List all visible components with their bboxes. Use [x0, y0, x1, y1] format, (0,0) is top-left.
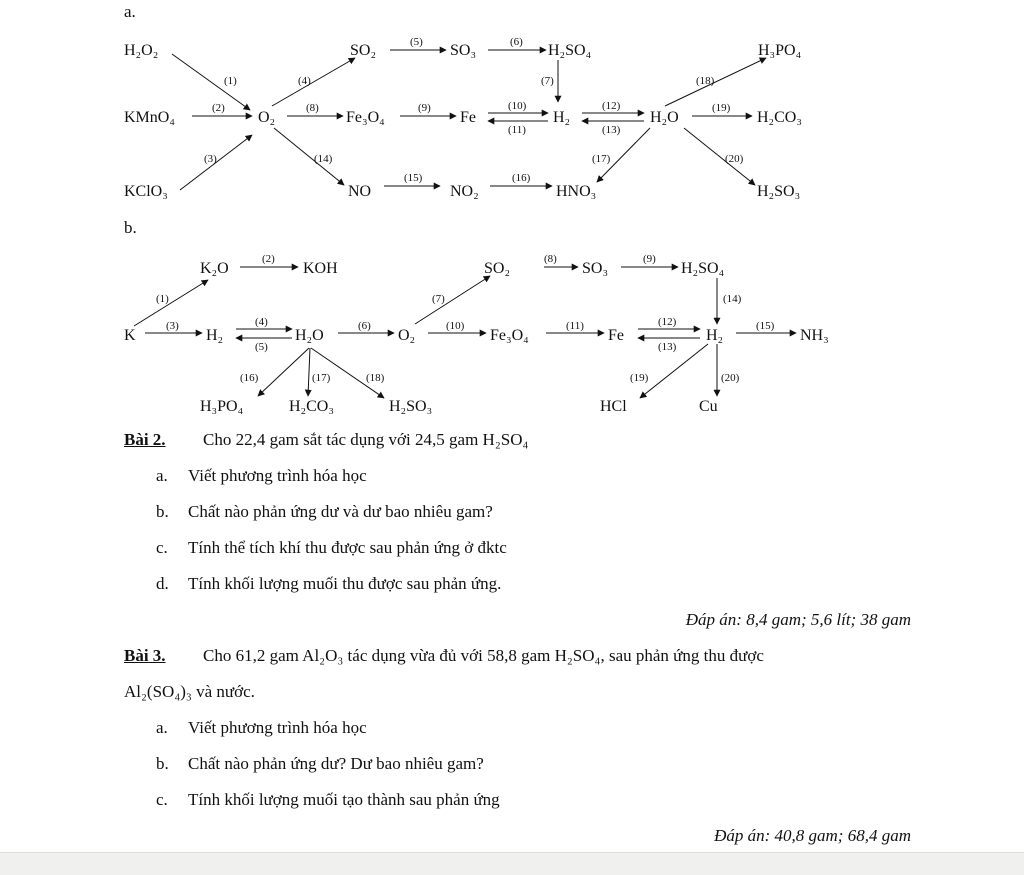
a-kclo3: KClO₃	[124, 183, 168, 200]
b-koh: KOH	[303, 260, 338, 277]
bai3-title: Bài 3.	[124, 646, 166, 665]
bai3-item	[156, 754, 484, 774]
b-fe3o4: Fe₃O₄	[490, 327, 529, 344]
b-h2co3: H₂CO₃	[289, 398, 334, 415]
b-cu: Cu	[699, 398, 718, 415]
b-step-4: (4)	[255, 316, 268, 328]
a-step-5: (5)	[410, 36, 423, 48]
bai2-answer: Đáp án: 8,4 gam; 5,6 lít; 38 gam	[685, 610, 911, 629]
section-a-label: a.	[124, 2, 136, 21]
a-step-2: (2)	[212, 102, 225, 114]
bai3-heading	[124, 646, 166, 666]
b-nh3: NH₃	[800, 327, 829, 344]
b-so3: SO₃	[582, 260, 609, 277]
b-step-16: (16)	[240, 372, 259, 384]
bai2-item-marker: d.	[156, 574, 169, 593]
a-step-8: (8)	[306, 102, 319, 114]
a-step-11: (11)	[508, 124, 526, 136]
a-step-15: (15)	[404, 172, 423, 184]
a-step-4: (4)	[298, 75, 311, 87]
bai2-item-text: Tính thể tích khí thu được sau phản ứng ở đktc	[188, 538, 507, 557]
b-step-10: (10)	[446, 320, 465, 332]
b-step-17: (17)	[312, 372, 331, 384]
bai2-heading	[124, 430, 166, 450]
a-no2: NO₂	[450, 183, 479, 200]
a-so2: SO₂	[350, 42, 377, 59]
b-so2: SO₂	[484, 260, 511, 277]
a-h2so4: H₂SO₄	[548, 42, 592, 59]
bai2-item-marker: a.	[156, 466, 168, 485]
b-step-3: (3)	[166, 320, 179, 332]
bai3-question-line2: Al₂(SO₄)₃ và nước.	[124, 682, 255, 701]
bai3-item-text: Chất nào phản ứng dư? Dư bao nhiêu gam?	[188, 754, 484, 773]
b-h3po4: H₃PO₄	[200, 398, 244, 415]
bai3-item	[156, 718, 367, 738]
a-fe3o4: Fe₃O₄	[346, 109, 385, 126]
diagram-b	[0, 244, 1024, 424]
a-step-3: (3)	[204, 153, 217, 165]
a-step-19: (19)	[712, 102, 731, 114]
a-step-7: (7)	[541, 75, 554, 87]
bai3-item	[156, 790, 500, 810]
bai2-item-text: Chất nào phản ứng dư và dư bao nhiêu gam?	[188, 502, 493, 521]
b-o2: O₂	[398, 327, 416, 344]
bai3-item-marker: a.	[156, 718, 168, 737]
b-step-20: (20)	[721, 372, 740, 384]
b-step-1: (1)	[156, 293, 169, 305]
b-step-5: (5)	[255, 341, 268, 353]
b-h2so3: H₂SO₃	[389, 398, 433, 415]
a-step-6: (6)	[510, 36, 523, 48]
diagram-a	[0, 30, 1024, 210]
bai2-item-marker: c.	[156, 538, 168, 557]
b-step-12: (12)	[658, 316, 677, 328]
b-step-18: (18)	[366, 372, 385, 384]
b-step-6: (6)	[358, 320, 371, 332]
b-step-15: (15)	[756, 320, 775, 332]
b-step-9: (9)	[643, 253, 656, 265]
a-step-10: (10)	[508, 100, 527, 112]
window-bottom-bar	[0, 852, 1024, 875]
a-step-13: (13)	[602, 124, 621, 136]
a-h2so3: H₂SO₃	[757, 183, 801, 200]
bai3-item-marker: c.	[156, 790, 168, 809]
a-step-1: (1)	[224, 75, 237, 87]
a-o2: O₂	[258, 109, 276, 126]
b-hcl: HCl	[600, 398, 627, 415]
a-h2o2: H₂O₂	[124, 42, 159, 59]
a-step-17: (17)	[592, 153, 611, 165]
b-h2o: H₂O	[295, 327, 324, 344]
bai2-item	[156, 502, 493, 522]
b-step-7: (7)	[432, 293, 445, 305]
bai3-item-text: Viết phương trình hóa học	[188, 718, 367, 737]
b-step-8: (8)	[544, 253, 557, 265]
bai3-question-line1: Cho 61,2 gam Al₂O₃ tác dụng vừa đủ với 58,8 gam H₂SO₄, sau phản ứng thu được	[203, 646, 764, 665]
a-h2co3: H₂CO₃	[757, 109, 802, 126]
a-kmno4: KMnO₄	[124, 109, 175, 126]
bai2-item-marker: b.	[156, 502, 169, 521]
b-step-13: (13)	[658, 341, 677, 353]
b-k: K	[124, 327, 136, 344]
bai2-item	[156, 538, 507, 558]
a-h2o: H₂O	[650, 109, 679, 126]
bai2-item	[156, 466, 367, 486]
b-step-2: (2)	[262, 253, 275, 265]
a-step-18: (18)	[696, 75, 715, 87]
a-step-16: (16)	[512, 172, 531, 184]
b-step-11: (11)	[566, 320, 584, 332]
b-fe: Fe	[608, 327, 624, 344]
b-h2: H₂	[206, 327, 224, 344]
bai2-item-text: Viết phương trình hóa học	[188, 466, 367, 485]
bai3-item-marker: b.	[156, 754, 169, 773]
bai2-item	[156, 574, 501, 594]
a-h2: H₂	[553, 109, 571, 126]
a-step-14: (14)	[314, 153, 333, 165]
b-k2o: K₂O	[200, 260, 229, 277]
bai3-item-text: Tính khối lượng muối tạo thành sau phản ứng	[188, 790, 500, 809]
bai2-title: Bài 2.	[124, 430, 166, 449]
b-h2so4: H₂SO₄	[681, 260, 725, 277]
bai2-item-text: Tính khối lượng muối thu được sau phản ứng.	[188, 574, 502, 593]
bai2-question: Cho 22,4 gam sắt tác dụng với 24,5 gam H₂SO₄	[203, 430, 529, 449]
a-h3po4: H₃PO₄	[758, 42, 802, 59]
b-h2-right: H₂	[706, 327, 724, 344]
b-step-14: (14)	[723, 293, 742, 305]
bai3-answer: Đáp án: 40,8 gam; 68,4 gam	[714, 826, 911, 845]
a-step-9: (9)	[418, 102, 431, 114]
a-hno3: HNO₃	[556, 183, 597, 200]
b-step-19: (19)	[630, 372, 649, 384]
a-step-12: (12)	[602, 100, 621, 112]
a-step-20: (20)	[725, 153, 744, 165]
a-fe: Fe	[460, 109, 476, 126]
a-so3: SO₃	[450, 42, 477, 59]
section-b-label: b.	[124, 218, 137, 237]
a-no: NO	[348, 183, 372, 200]
